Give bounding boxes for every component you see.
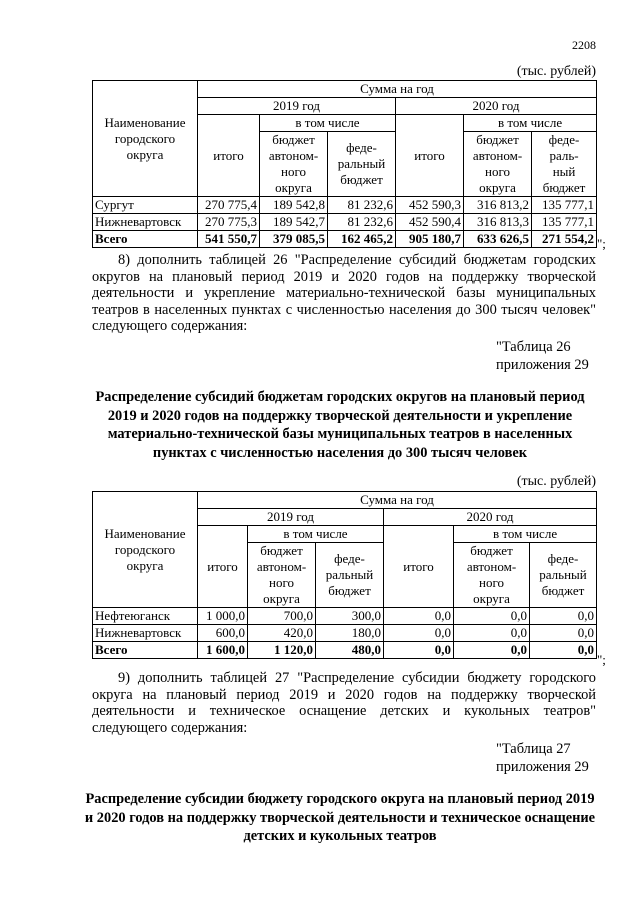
header-fed-2020: феде- ральный бюджет: [530, 543, 597, 608]
page-number: 2208: [572, 38, 596, 52]
header-2020: 2020 год: [384, 509, 597, 526]
header-total-2020: итого: [396, 115, 464, 197]
header-total-2019: итого: [198, 115, 260, 197]
header-total-2020: итого: [384, 526, 454, 608]
header-name: Наименование городского округа: [93, 81, 198, 197]
table-row: Нижневартовск 600,0 420,0 180,0 0,0 0,0 0,0: [93, 625, 597, 642]
header-including-2019: в том числе: [260, 115, 396, 132]
table-row: Нефтеюганск 1 000,0 700,0 300,0 0,0 0,0 0,0: [93, 608, 597, 625]
table-total-row: Всего 1 600,0 1 120,0 480,0 0,0 0,0 0,0: [93, 642, 597, 659]
closing-quote: ";: [597, 236, 606, 251]
header-ao-2019: бюджет автоном- ного округа: [248, 543, 316, 608]
heading-table-26: Распределение субсидий бюджетам городских округов на плановый период 2019 и 2020 годов на поддержку творческой деятельности и укрепление материально-технической базы муниципальных театров в населенных пунктах с численностью населения до 300 тысяч человек: [95, 389, 585, 461]
header-ao-2020: бюджет автоном- ного округа: [454, 543, 530, 608]
header-including-2020: в том числе: [454, 526, 597, 543]
header-sum: Сумма на год: [198, 81, 597, 98]
header-including-2020: в том числе: [464, 115, 597, 132]
heading-table-27: Распределение субсидии бюджету городского округа на плановый период 2019 и 2020 годов на поддержку творческой деятельности и техническое оснащение детских и кукольных театров: [84, 791, 596, 844]
header-fed-2019: феде- ральный бюджет: [316, 543, 384, 608]
header-2019: 2019 год: [198, 509, 384, 526]
table-row: Нижневартовск 270 775,3 189 542,7 81 232,6 452 590,4 316 813,3 135 777,1: [93, 214, 597, 231]
table-total-row: Всего 541 550,7 379 085,5 162 465,2 905 180,7 633 626,5 271 554,2: [93, 231, 597, 248]
header-total-2019: итого: [198, 526, 248, 608]
subsidy-table-1: [92, 80, 597, 248]
units-label: (тыс. рублей): [516, 64, 596, 79]
paragraph-9: 9) дополнить таблицей 27 "Распределение субсидии бюджету городского округа на плановый период 2019 и 2020 годов на поддержку творческой деятельности и техническое оснащение детских и кукольных театров" следующего содержания:: [92, 670, 596, 736]
header-fed-2019: феде- ральный бюджет: [328, 132, 396, 197]
header-ao-2019: бюджет автоном- ного округа: [260, 132, 328, 197]
header-2019: 2019 год: [198, 98, 396, 115]
paragraph-8: 8) дополнить таблицей 26 "Распределение субсидий бюджетам городских округов на плановый период 2019 и 2020 годов на поддержку творческой деятельности и укрепление материально-технической базы муниципальных театров в населенных пунктах с численностью населения до 300 тысяч человек" следующего содержания:: [92, 252, 596, 335]
header-2020: 2020 год: [396, 98, 597, 115]
header-sum: Сумма на год: [198, 492, 597, 509]
table-27-reference: "Таблица 27 приложения 29: [496, 741, 589, 775]
header-name: Наименование городского округа: [93, 492, 198, 608]
subsidy-table-2: [92, 491, 597, 659]
header-fed-2020: феде- раль- ный бюджет: [532, 132, 597, 197]
header-ao-2020: бюджет автоном- ного округа: [464, 132, 532, 197]
units-label: (тыс. рублей): [516, 474, 596, 489]
table-26-reference: "Таблица 26 приложения 29: [496, 339, 589, 373]
header-including-2019: в том числе: [248, 526, 384, 543]
closing-quote: ";: [597, 652, 606, 667]
table-row: Сургут 270 775,4 189 542,8 81 232,6 452 590,3 316 813,2 135 777,1: [93, 197, 597, 214]
